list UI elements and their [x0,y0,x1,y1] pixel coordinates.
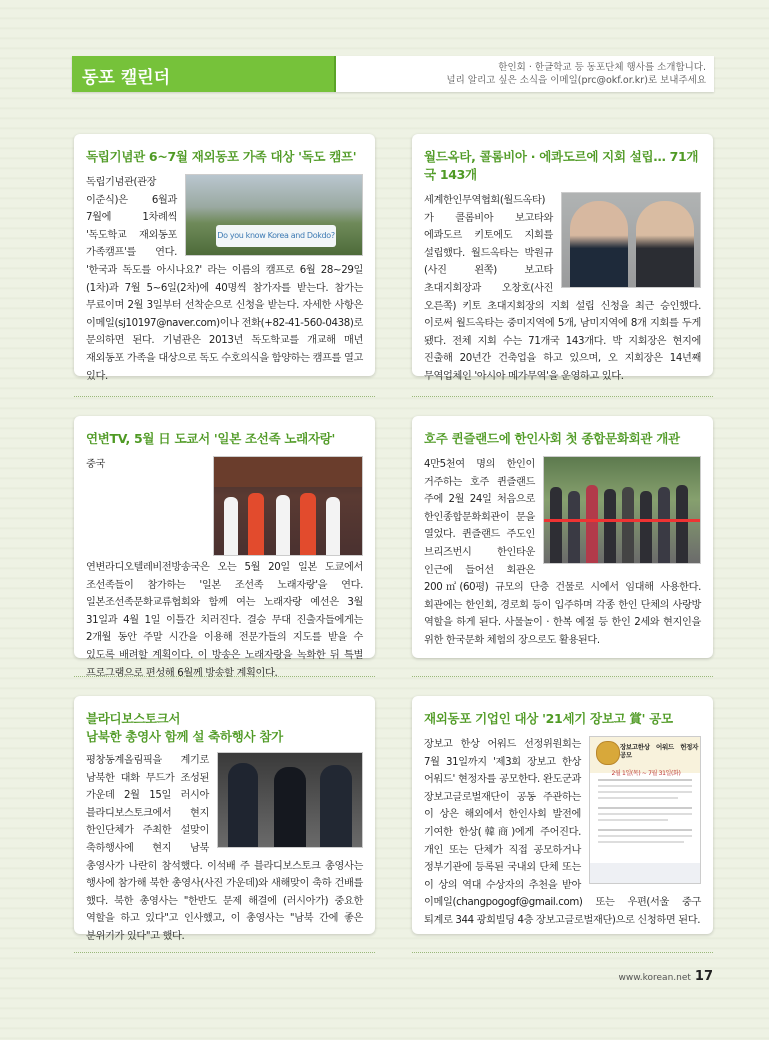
article-card-queensland [412,416,713,658]
article-title: 월드옥타, 콜롬비아 · 에콰도르에 지회 설립… 71개국 143개 [424,149,699,182]
article-title: 호주 퀸즐랜드에 한인사회 첫 종합문화회관 개관 [424,431,680,446]
subtitle-line-1: 한인회 · 한글학교 등 동포단체 행사를 소개합니다. [498,62,706,73]
camp-group-photo [185,174,363,256]
article-body [424,736,701,930]
section-title: 동포 캘린더 [82,68,171,88]
article-title-line-2: 남북한 총영사 함께 설 축하행사 참가 [86,729,283,744]
article-card-dokdo-camp [74,134,375,382]
article-body [424,456,701,650]
article-card-yanbian-tv [74,416,375,679]
page-number: 17 [694,969,713,984]
branch-heads-photo [561,192,701,288]
article-card-vladivostok [74,696,375,942]
row-divider [74,676,375,677]
article-text: 세계한인무역협회(월드옥타)가 콜롬비아 보고타와 에콰도르 키토에도 지회를 설립했다. 월드옥타는 박원규(사진 왼쪽) 보고타 초대지회장과 오창호(사진 오른쪽) 키토 초대지회장의 지회 설립 신청을 최근 승인했다. 이로써 월드옥타는 중미지역에 5개, 남미지역에 8개 지회를 두게 됐다. 전체 지회 수는 71개국 143개다. 박 지회장은 현지에 진출해 20년간 건축업을 하고 있으며, 오 지회장은 14년째 무역업체인 '아시아 메가무역'을 운영하고 있다. [424,195,701,382]
row-divider [412,952,713,953]
article-title: 연변TV, 5월 日 도쿄서 '일본 조선족 노래자랑' [86,431,336,446]
photo-banner: Do you know Korea and Dokdo? [216,225,336,247]
consuls-toast-photo [217,752,363,848]
row-divider [74,396,375,397]
row-divider [74,952,375,953]
article-text: 중국 연변라디오텔레비전방송국은 오는 5월 20일 일본 도쿄에서 조선족들이 참가하는 '일본 조선족 노래자랑'을 연다. 일본조선족문화교류협회와 함께 여는 노래자랑 예선은 3월 31일과 4월 1일 이틀간 치러진다. 결승 무대 진출자들에게는 2개월 동안 주말 시간을 이용해 전문가들의 지도를 받을 수 있도록 배려할 계획이다. 이 방송은 노래자랑을 녹화한 뒤 특별 프로그램으로 편성해 6월께 방송할 계획이다. [86,459,363,679]
poster-dates: 2월 1일(목) ~ 7월 31일(화) [611,770,681,777]
opening-ceremony-photo [543,456,701,564]
section-subtitle [446,61,706,87]
subtitle-line-2: 널리 알리고 싶은 소식을 이메일(prc@okf.or.kr)로 보내주세요 [446,75,706,86]
article-title-line-1: 블라디보스토크서 [86,711,181,726]
article-text: 장보고 한상 어워드 선정위원회는 7월 31일까지 '제3회 장보고 한상 어워드' 현정자를 공모한다. 완도군과 장보고글로벌재단이 공동 주관하는 이 상은 해외에서 한인사회 발전에 기여한 한상(韓商)에게 주어진다. 개인 또는 단체가 직접 공모하거나 정부기관에 등록된 국내외 단체 또는 이 상의 역대 수상자의 추천을 받아 이메일(changpogogf@gmail.com) 또는 우편(서울 중구 퇴계로 344 광희빌딩 4층 장보고글로벌재단)으로 신청하면 된다. [424,739,701,926]
article-title: 독립기념관 6~7월 재외동포 가족 대상 '독도 캠프' [86,149,357,164]
ribbon-cutting-photo [213,456,363,556]
article-body [424,192,701,386]
article-text: 4만5천여 명의 한인이 거주하는 호주 퀸즐랜드 주에 2월 24일 처음으로 한인종합문화회관이 문을 열었다. 퀸즐랜드 주도인 브리즈번시 한인타운 인근에 들어선 회관은 200㎡(60평) 규모의 단층 건물로 시에서 임대해 사용한다. 회관에는 한인회, 경로회 등이 입주하며 각종 한인 단체의 사랑방 역할을 하게 된다. 사물놀이 · 한복 예절 등 한인 2세와 현지인을 위한 한국문화 체험의 장으로도 활용된다. [424,459,701,646]
article-text: 독립기념관(관장 이준식)은 6월과 7월에 1차례씩 '독도학교 재외동포 가족캠프'를 연다. '한국과 독도를 아시나요?' 라는 이름의 캠프로 6월 28~29일(1차)과 7월 5~6일(2차)에 40명씩 참가자를 받는다. 참가는 무료이며 2월 3일부터 선착순으로 신청을 받는다. 자세한 사항은 이메일(sj10197@naver.com)이나 전화(+82-41-560-0438)로 문의하면 된다. 기념관은 2013년 독도학교를 개교해 매년 재외동포 가족을 대상으로 독도 수호의식을 함양하는 캠프를 열고 있다. [86,177,363,382]
article-text: 평창동계올림픽을 계기로 남북한 대화 무드가 조성된 가운데 2월 15일 러시아 블라디보스토크에서 현지 한인단체가 주최한 설맞이 축하행사에 현지 남북 총영사가 나란히 참석했다. 이석배 주 블라디보스토크 총영사는 행사에 참가해 북한 총영사(사진 가운데)와 새해맞이 축하 건배를 했다. 북한 총영사는 "한반도 문제 해결에 (러시아가) 중요한 역할을 하고 있다"고 인사했고, 이 총영사는 "남북 간에 좋은 분위기가 있다"고 했다. [86,755,363,942]
article-card-jangbogo-award [412,696,713,934]
row-divider [412,676,713,677]
award-medal-icon [596,741,620,765]
article-body [86,752,363,946]
section-header [72,56,714,92]
article-card-world-okta [412,134,713,382]
page-footer [619,969,714,984]
footer-url: www.korean.net [618,973,691,983]
award-poster-image [589,736,701,884]
poster-title: 장보고한상 어워드 헌정자 공모 [620,743,698,759]
article-body [86,456,363,682]
section-tab [72,56,336,92]
article-body [86,174,363,385]
article-title: 재외동포 기업인 대상 '21세기 장보고 賞' 공모 [424,711,673,726]
row-divider [412,396,713,397]
article-title [86,710,363,746]
